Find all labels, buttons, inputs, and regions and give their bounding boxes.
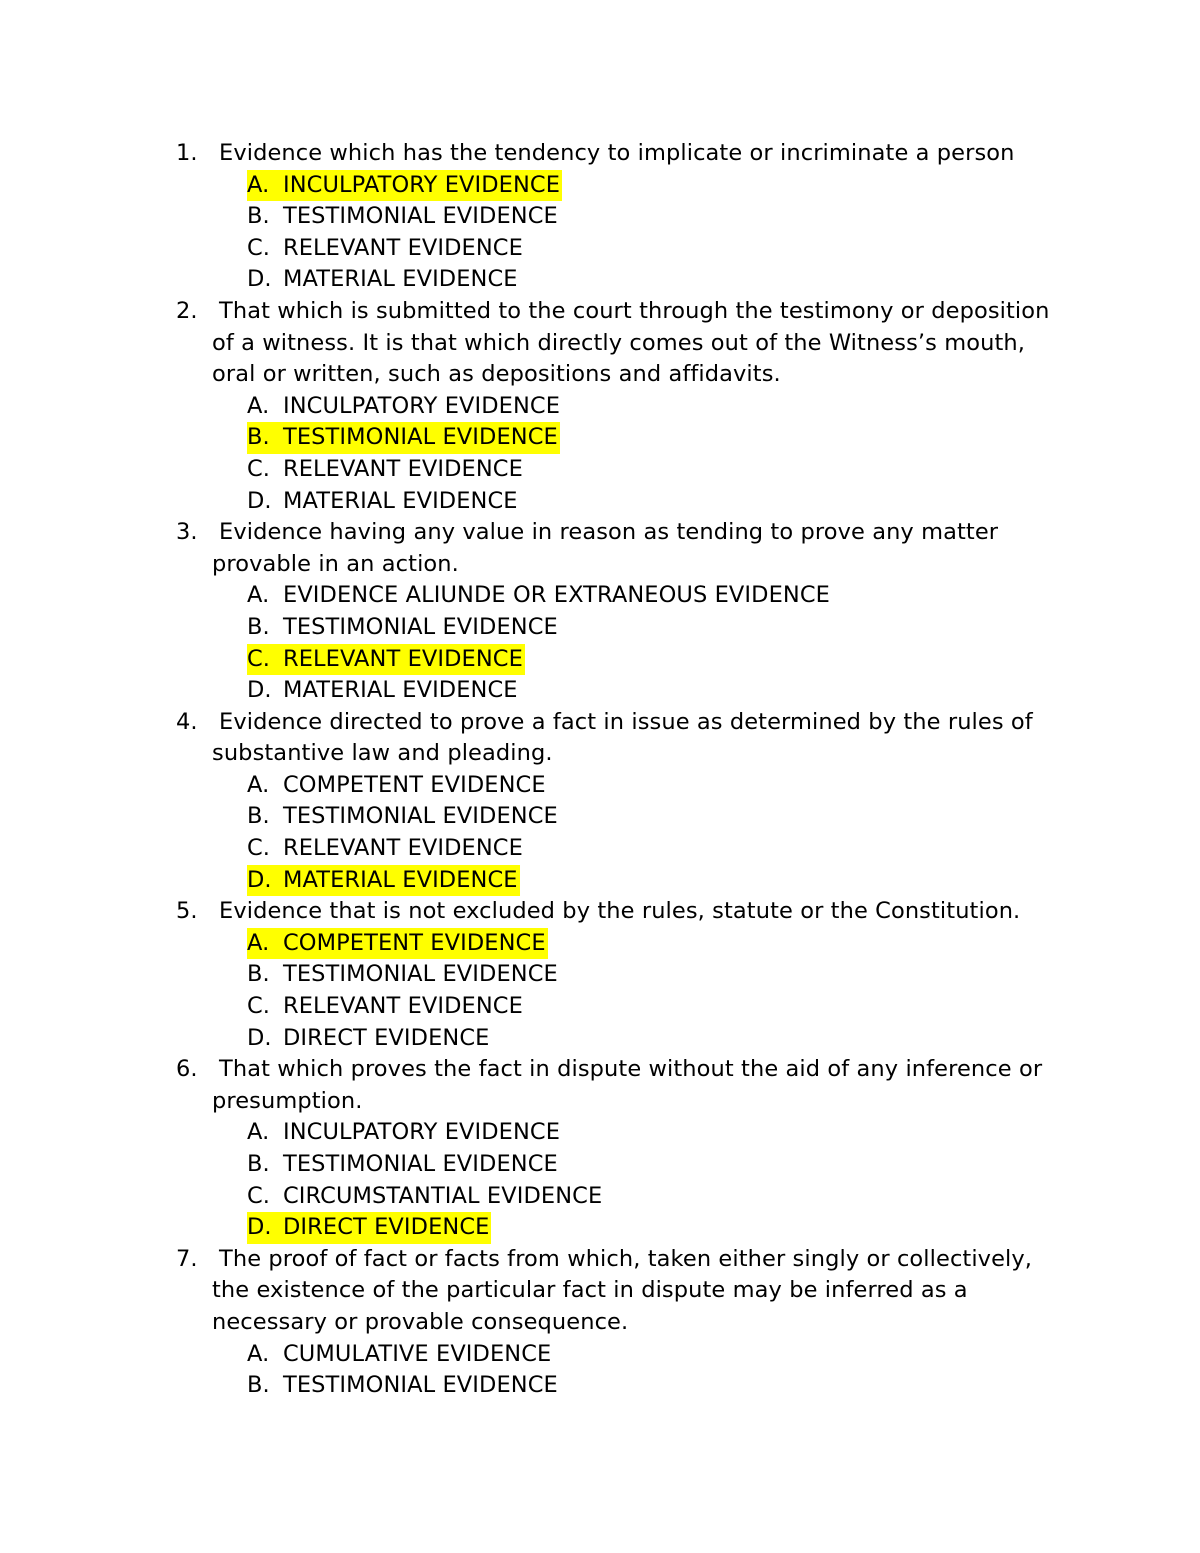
question-2 bbox=[0, 296, 1200, 517]
option-text: DIRECT EVIDENCE bbox=[283, 1024, 490, 1051]
question-7 bbox=[0, 1244, 1200, 1402]
option-text: TESTIMONIAL EVIDENCE bbox=[283, 424, 558, 451]
option-c bbox=[0, 1181, 1200, 1213]
question-number: 4. bbox=[176, 708, 198, 735]
question-stem bbox=[0, 1244, 1200, 1339]
option-letter: D. bbox=[247, 677, 272, 704]
question-6 bbox=[0, 1054, 1200, 1244]
option-text: RELEVANT EVIDENCE bbox=[283, 234, 523, 261]
question-text: That which is submitted to the court through the testimony or deposition of a witness. It is that which directly comes out of the Witness’s mouth, oral or written, such as depositions and affidavits. bbox=[212, 297, 1050, 388]
option-letter: C. bbox=[247, 234, 271, 261]
option-a bbox=[0, 1339, 1200, 1371]
option-d bbox=[0, 675, 1200, 707]
option-c bbox=[0, 644, 1200, 676]
question-3 bbox=[0, 517, 1200, 707]
option-letter: C. bbox=[247, 645, 271, 672]
option-letter: C. bbox=[247, 835, 271, 862]
option-list bbox=[0, 580, 1200, 706]
option-text: RELEVANT EVIDENCE bbox=[283, 645, 523, 672]
option-text: MATERIAL EVIDENCE bbox=[283, 266, 518, 293]
option-a bbox=[0, 170, 1200, 202]
option-d bbox=[0, 1023, 1200, 1055]
question-number: 2. bbox=[176, 297, 198, 324]
option-c bbox=[0, 991, 1200, 1023]
option-text: INCULPATORY EVIDENCE bbox=[283, 1119, 561, 1146]
option-letter: A. bbox=[247, 929, 270, 956]
option-letter: D. bbox=[247, 1214, 272, 1241]
option-text: TESTIMONIAL EVIDENCE bbox=[283, 803, 558, 830]
option-list bbox=[0, 770, 1200, 896]
option-text: RELEVANT EVIDENCE bbox=[283, 455, 523, 482]
option-text: TESTIMONIAL EVIDENCE bbox=[283, 1372, 558, 1399]
option-text: COMPETENT EVIDENCE bbox=[283, 771, 546, 798]
option-list bbox=[0, 391, 1200, 517]
option-text: MATERIAL EVIDENCE bbox=[283, 487, 518, 514]
option-a bbox=[0, 770, 1200, 802]
option-letter: A. bbox=[247, 1340, 270, 1367]
option-letter: B. bbox=[247, 424, 270, 451]
option-text: EVIDENCE ALIUNDE OR EXTRANEOUS EVIDENCE bbox=[283, 582, 830, 609]
option-letter: D. bbox=[247, 266, 272, 293]
option-list bbox=[0, 1339, 1200, 1402]
question-text: That which proves the fact in dispute without the aid of any inference or presumption. bbox=[212, 1056, 1043, 1114]
question-number: 1. bbox=[176, 140, 198, 166]
option-d bbox=[0, 865, 1200, 897]
option-letter: B. bbox=[247, 613, 270, 640]
option-d bbox=[0, 1212, 1200, 1244]
option-text: CUMULATIVE EVIDENCE bbox=[283, 1340, 552, 1367]
option-text: DIRECT EVIDENCE bbox=[283, 1214, 490, 1241]
document-page bbox=[0, 138, 1200, 1402]
option-text: TESTIMONIAL EVIDENCE bbox=[283, 961, 558, 988]
option-d bbox=[0, 264, 1200, 296]
option-text: TESTIMONIAL EVIDENCE bbox=[283, 1151, 558, 1177]
question-1 bbox=[0, 138, 1200, 296]
option-a bbox=[0, 1117, 1200, 1149]
option-letter: D. bbox=[247, 866, 272, 893]
option-b bbox=[0, 1149, 1200, 1181]
option-c bbox=[0, 454, 1200, 486]
option-text: MATERIAL EVIDENCE bbox=[283, 677, 518, 704]
question-4 bbox=[0, 707, 1200, 897]
option-letter: A. bbox=[247, 582, 270, 609]
option-letter: B. bbox=[247, 961, 270, 988]
option-d bbox=[0, 486, 1200, 518]
option-text: TESTIMONIAL EVIDENCE bbox=[283, 613, 558, 640]
option-letter: A. bbox=[247, 171, 270, 198]
option-c bbox=[0, 233, 1200, 265]
option-list bbox=[0, 170, 1200, 296]
question-stem bbox=[0, 296, 1200, 391]
question-stem bbox=[0, 517, 1200, 580]
option-text: CIRCUMSTANTIAL EVIDENCE bbox=[283, 1182, 603, 1209]
option-b bbox=[0, 959, 1200, 991]
option-text: RELEVANT EVIDENCE bbox=[283, 835, 523, 862]
option-text: COMPETENT EVIDENCE bbox=[283, 929, 546, 956]
option-b bbox=[0, 801, 1200, 833]
question-number: 6. bbox=[176, 1056, 198, 1083]
option-letter: B. bbox=[247, 803, 270, 830]
option-letter: B. bbox=[247, 203, 270, 230]
option-text: RELEVANT EVIDENCE bbox=[283, 993, 523, 1020]
question-text: The proof of fact or facts from which, taken either singly or collectively, the existence of the particular fact in dispute may be inferred as a necessary or provable consequence. bbox=[212, 1245, 1033, 1335]
option-b bbox=[0, 612, 1200, 644]
option-letter: A. bbox=[247, 1119, 270, 1146]
option-list bbox=[0, 1117, 1200, 1243]
question-5 bbox=[0, 896, 1200, 1054]
option-letter: A. bbox=[247, 771, 270, 798]
question-number: 7. bbox=[176, 1245, 198, 1272]
option-b bbox=[0, 1370, 1200, 1402]
option-list bbox=[0, 928, 1200, 1054]
option-letter: A. bbox=[247, 392, 270, 419]
option-a bbox=[0, 928, 1200, 960]
question-stem bbox=[0, 1054, 1200, 1117]
option-text: TESTIMONIAL EVIDENCE bbox=[283, 203, 558, 230]
option-letter: C. bbox=[247, 455, 271, 482]
option-text: INCULPATORY EVIDENCE bbox=[283, 171, 561, 198]
question-text: Evidence which has the tendency to implicate or incriminate a person bbox=[219, 140, 1015, 166]
option-c bbox=[0, 833, 1200, 865]
option-letter: B. bbox=[247, 1372, 270, 1399]
option-b bbox=[0, 422, 1200, 454]
option-letter: C. bbox=[247, 1182, 271, 1209]
option-a bbox=[0, 580, 1200, 612]
option-letter: D. bbox=[247, 1024, 272, 1051]
question-stem bbox=[0, 896, 1200, 928]
question-text: Evidence that is not excluded by the rules, statute or the Constitution. bbox=[219, 898, 1021, 925]
option-b bbox=[0, 201, 1200, 233]
option-letter: B. bbox=[247, 1151, 270, 1177]
question-stem bbox=[0, 138, 1200, 170]
question-number: 3. bbox=[176, 519, 198, 546]
question-text: Evidence having any value in reason as tending to prove any matter provable in an action. bbox=[212, 519, 999, 577]
option-text: INCULPATORY EVIDENCE bbox=[283, 392, 561, 419]
option-a bbox=[0, 391, 1200, 423]
option-letter: C. bbox=[247, 993, 271, 1020]
question-number: 5. bbox=[176, 898, 198, 925]
question-stem bbox=[0, 707, 1200, 770]
option-text: MATERIAL EVIDENCE bbox=[283, 866, 518, 893]
option-letter: D. bbox=[247, 487, 272, 514]
question-text: Evidence directed to prove a fact in issue as determined by the rules of substantive law and pleading. bbox=[212, 708, 1033, 767]
